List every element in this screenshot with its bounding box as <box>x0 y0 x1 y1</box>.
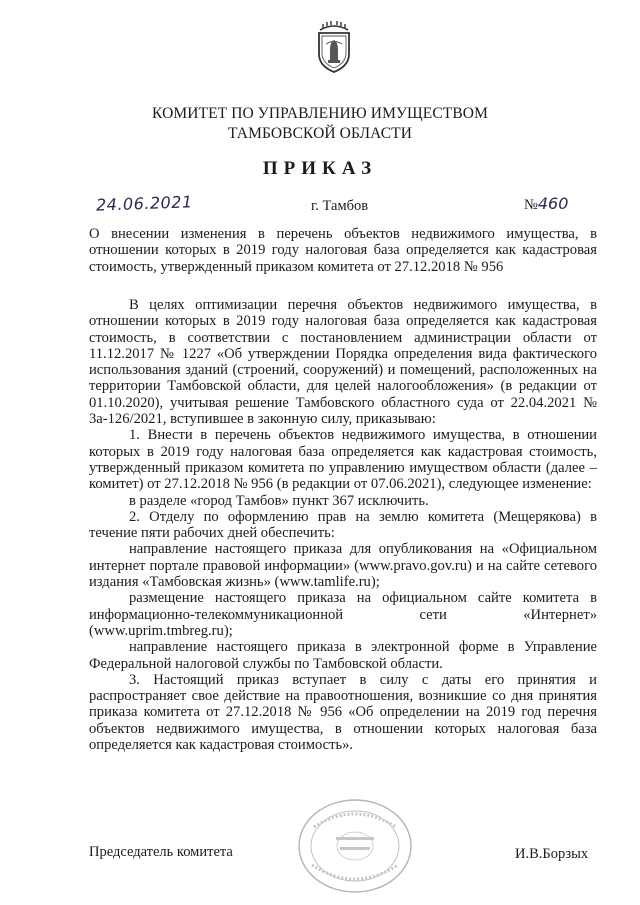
coat-of-arms-graphic <box>314 20 354 74</box>
handwritten-date: 24.06.2021 <box>95 192 193 215</box>
organization-region: ТАМБОВСКОЙ ОБЛАСТИ <box>228 125 412 142</box>
city: г. Тамбов <box>311 198 369 214</box>
signer-name: И.В.Борзых <box>515 846 589 862</box>
organization-name: КОМИТЕТ ПО УПРАВЛЕНИЮ ИМУЩЕСТВОМ <box>152 105 488 122</box>
preamble-paragraph: В целях оптимизации перечня объектов недвижимого имущества, в отношении которых в 2019 году налоговая база определяется как кадастровая стоимость, в соответствии с постановлением администрации области от 11.12.2017 № 1227 «Об утверждении Порядка определения вида фактического использования зданий (строений, сооружений) и помещений, расположенных на территории Тамбовской области, для целей налогообложения» (в редакции от 01.10.2020), учитывая решение Тамбовского областного суда от 22.04.2021 № 3а-126/2021, вступившее в законную силу, приказываю: <box>89 297 597 428</box>
item-2-publication-paragraph: направление настоящего приказа для опубликования на «Официальном интернет портале правовой информации» (www.pravo.gov.ru) и на сайте сетевого издания «Тамбовская жизнь» (www.tamlife.ru); <box>89 541 597 591</box>
item-2-website-paragraph: размещение настоящего приказа на официальном сайте комитета в информационно-телекоммуникационной сети «Интернет» (www.uprim.tmbreg.ru); <box>89 590 597 639</box>
document-number <box>524 194 568 214</box>
official-seal-icon <box>296 797 414 895</box>
handwritten-number: 460 <box>537 194 569 213</box>
order-body <box>89 297 597 753</box>
number-sign: № <box>524 197 538 213</box>
seal-graphic <box>296 797 414 895</box>
document-type-title: ПРИКАЗ <box>262 158 378 179</box>
order-subject: О внесении изменения в перечень объектов недвижимого имущества, в отношении которых в 2019 году налоговая база определяется как кадастровая стоимость, утвержденный приказом комитета от 27.12.2018 № 956 <box>89 226 597 275</box>
item-2-paragraph: 2. Отделу по оформлению прав на землю комитета (Мещерякова) в течение пяти рабочих дней обеспечить: <box>89 508 597 542</box>
coat-of-arms-icon <box>314 20 354 74</box>
item-2-tax-service-paragraph: направление настоящего приказа в электронной форме в Управление Федеральной налоговой службы по Тамбовской области. <box>89 639 597 672</box>
item-3-paragraph: 3. Настоящий приказ вступает в силу с даты его принятия и распространяет свое действие на правоотношения, возникшие со дня принятия приказа комитета от 27.12.2018 № 956 «Об определении на 2019 год перечня объектов недвижимого имущества, в отношении которых налоговая база определяется как кадастровая стоимость». <box>89 671 597 754</box>
signer-position: Председатель комитета <box>89 844 233 860</box>
item-1-change-paragraph: в разделе «город Тамбов» пункт 367 исключить. <box>129 492 429 509</box>
item-1-paragraph: 1. Внести в перечень объектов недвижимого имущества, в отношении которых в 2019 году налоговая база определяется как кадастровая стоимость, утвержденный приказом комитета по управлению имуществом области (далее – комитет) от 27.12.2018 № 956 (в редакции от 07.06.2021), следующее изменение: <box>89 427 597 493</box>
